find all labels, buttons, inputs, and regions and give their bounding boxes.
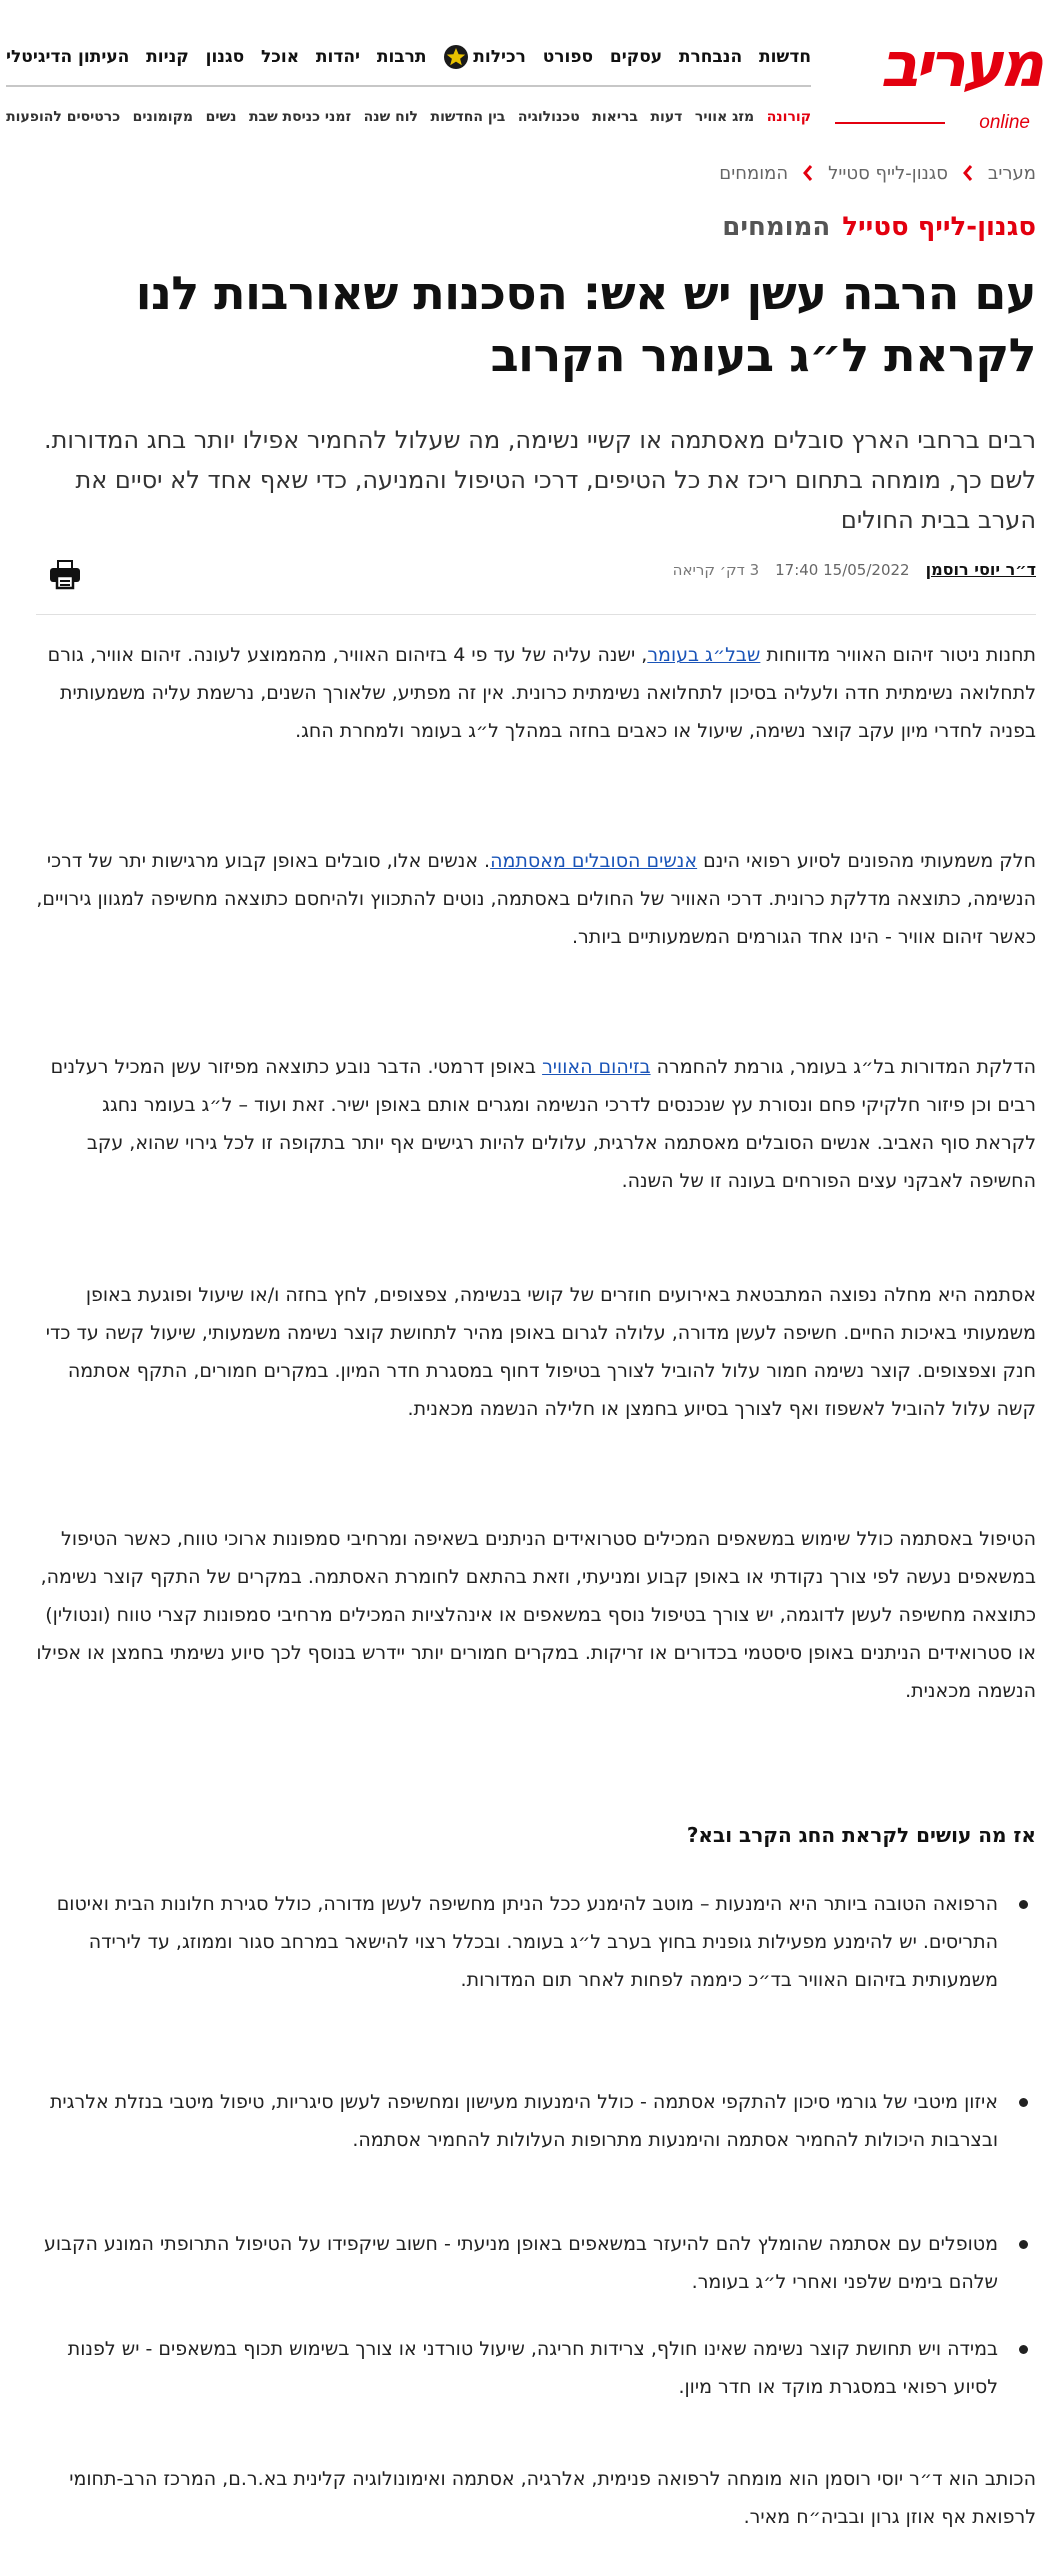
main-nav [6,42,811,72]
bullet-dot [1019,2240,1028,2249]
breadcrumb-item-experts[interactable]: המומחים [719,162,789,184]
subnav-item-weather[interactable]: מזג אוויר [694,109,755,125]
list-item-text: במידה ויש תחושת קוצר נשימה שאינו חולף, צרידות חריגה, שיעול טורדני או צורך בשימוש תכוף במשאפים - יש לפנות לסיוע רפואי במסגרת מוקד או חדר מיון. [67,2338,998,2398]
list-item [36,2330,1036,2406]
advice-list [36,1885,1036,2445]
meta-divider [36,614,1036,615]
article-headline: עם הרבה עשן יש אש: הסכנות שאורבות לנו לקראת ל״ג בעומר הקרוב [135,266,1036,382]
article-meta [673,560,1036,579]
subnav-item-tickets[interactable]: כרטיסים להופעות [6,109,121,125]
p2-text-b: . אנשים אלו, סובלים באופן קבוע מרגישות יתר של דרכי הנשימה, כתוצאה מדלקת כרונית. דרכי האוויר של החולים באסתמה, נוטים להתכווץ ולהיחסם כתוצאה מחשיפה למגוון גירויים, כאשר זיהום אוויר - הינו אחד הגורמים המשמעותיים ביותר. [36,850,1036,948]
chevron-left-icon [802,164,814,182]
author-bio: הכותב הוא ד״ר יוסי רוסמן הוא מומחה לרפואה פנימית, אלרגיה, אסתמה ואימונולוגיה קלינית בא.ר.ם, המרכז הרב-תחומי לרפואת אף אוזן גרון ובביה״ח מאיר. [69,2468,1036,2528]
nav-item-food[interactable]: אוכל [260,47,300,67]
nav-item-shopping[interactable]: קניות [146,47,189,67]
nav-item-hanivheret[interactable]: הנבחרת [678,47,743,67]
chevron-left-icon [962,164,974,182]
list-item-text: מטופלים עם אסתמה שהומלץ להם להיעזר במשאפים באופן מניעתי - חשוב שיקפידו על הטיפול התרופתי המונע הקבוע שלהם בימים שלפני ואחרי ל״ג בעומר. [43,2233,998,2293]
p2-text-a: חלק משמעותי מהפונים לסיוע רפואי הינם [697,850,1036,872]
author-name[interactable]: ד״ר יוסי רוסמן [925,560,1036,579]
logo-online-text: online [979,112,1030,133]
subnav-item-between-news[interactable]: בין החדשות [430,109,506,125]
subnav-item-women[interactable]: נשים [205,109,237,125]
subnav-item-opinions[interactable]: דעות [650,109,683,125]
kicker-section[interactable]: סגנון-לייף סטייל [842,212,1036,242]
subnav-item-calendar[interactable]: לוח שנה [363,109,419,125]
list-item [36,2225,1036,2301]
logo-text: מעריב [880,28,1040,101]
site-logo[interactable] [830,30,1040,140]
p1-text-a: תחנות ניטור זיהום האוויר מדווחות [760,644,1036,666]
star-icon [443,44,469,70]
site-header [0,0,1056,145]
bullet-dot [1019,1900,1028,1909]
nav-item-gossip[interactable] [443,44,526,70]
breadcrumb-item-home[interactable]: מעריב [987,162,1036,184]
p3-text-b: באופן דרמטי. הדבר נובע כתוצאה מפיזור עשן המכיל רעלנים רבים וכן פיזור חלקיקי פחם ונסורת עץ שנכנסים לדרכי הנשימה ומגרים אותם באופן ישיר. זאת ועוד – ל״ג בעומר נחגג לקראת סוף האביב. אנשים הסובלים מאסתמה אלרגית, עלולים להיות רגישים אף יותר בתקופה זו לכל גירוי שהוא, עקב החשיפה לאבקני עצים הפורחים בעונה זו של השנה. [50,1056,1036,1192]
breadcrumb [719,158,1036,188]
article-subtitle: רבים ברחבי הארץ סובלים מאסתמה או קשיי נשימה, מה שעלול להחמיר אפילו יותר בחג המדורות. לשם כך, מומחה בתחום ריכז את כל הטיפים, דרכי הטיפול והמניעה, כדי שאף אחד לא יסיים את הערב בבית החולים [43,426,1036,534]
p1-text-b: , ישנה עליה של עד פי 4 בזיהום האוויר, מהממוצע לעונה. זיהום אוויר, גורם לתחלואה נשימתית חדה ולעליה בסיכון לתחלואה נשימתית כרונית. אין זה מפתיע, שלאורך השנים, נרשמת עליה משמעותית בפניה לחדרי מיון עקב קוצר נשימה, שיעול או כאבים בחזה במהלך ל״ג בעומר ולמחרת החג. [47,644,1036,742]
list-item-text: איזון מיטבי של גורמי סיכון להתקפי אסתמה - כולל הימנעות מעישון ומחשיפה לעשן סיגריות, טיפול מיטבי בנזלת אלרגית ובצרבות היכולות להחמיר אסתמה והימנעות מתרופות העלולות להחמיר אסתמה. [49,2091,998,2151]
list-item [36,2083,1036,2159]
breadcrumb-item-section[interactable]: סגנון-לייף סטייל [828,162,948,184]
nav-item-judaism[interactable]: יהדות [315,47,361,67]
nav-item-news[interactable]: חדשות [758,47,811,67]
bullet-dot [1019,2098,1028,2107]
article-paragraph-2 [36,842,1036,956]
nav-divider [6,85,811,87]
subnav-item-shabbat-times[interactable]: זמני כניסת שבת [248,109,352,125]
sub-nav [6,104,811,130]
subnav-item-health[interactable]: בריאות [592,109,638,125]
nav-item-gossip-label: רכילות [473,47,526,67]
subnav-item-corona[interactable]: קורונה [766,109,811,125]
subnav-item-local[interactable]: מקומונים [132,109,194,125]
list-item [36,1885,1036,1999]
publish-date: 15/05/2022 17:40 [775,560,910,579]
article-paragraph-4: אסתמה היא מחלה נפוצה המתבטאת באירועים חוזרים של קושי בנשימה, צפצופים, לחץ בחזה ו/או שיעול ופוגעת באופן משמעותי באיכות החיים. חשיפה לעשן מדורה, עלולה לגרום באופן מהיר לתחושת קוצר נשימה משמעותי, שיעול קשה עד כדי חנק וצפצופים. קוצר נשימה חמור עלול להוביל לצורך בטיפול דחוף במסגרת חדר המיון. במקרים חמורים, התקף אסתמה קשה עלול להוביל לאשפוז ואף לצורך בסיוע בחמצן או חלילה הנשמה מכאנית. [45,1284,1036,1420]
article-paragraph-1 [36,636,1036,750]
nav-item-business[interactable]: עסקים [609,47,663,67]
list-item-text: הרפואה הטובה ביותר היא הימנעות – מוטב להימנע ככל הניתן מחשיפה לעשן מדורה, כולל סגירת חלונות הבית ואיטום התריסים. יש להימנע מפעילות גופנית בחוץ בערב ל״ג בעומר. ובכלל רצוי להישאר במרחב סגור וממוזג, עד לירידה משמעותית בזיהום האוויר בד״כ כיממה לפחות לאחר תום המדורות. [56,1893,998,1991]
nav-item-culture[interactable]: תרבות [376,47,427,67]
nav-item-style[interactable]: סגנון [205,47,245,67]
bullet-dot [1019,2345,1028,2354]
p1-link[interactable]: שבל״ג בעומר [647,644,761,666]
p2-link[interactable]: אנשים הסובלים מאסתמה [490,850,698,872]
p3-text-a: הדלקת המדורות בל״ג בעומר, גורמת להחמרה [650,1056,1036,1078]
nav-item-sport[interactable]: ספורט [542,47,594,67]
reading-time: 3 דק׳ קריאה [672,560,760,579]
kicker-label[interactable]: המומחים [722,212,831,242]
article-paragraph-3 [36,1048,1036,1200]
p3-link[interactable]: בזיהום האוויר [542,1056,651,1078]
article-paragraph-5: הטיפול באסתמה כולל שימוש במשאפים המכילים סטרואידים הניתנים בשאיפה ומרחיבי סמפונות ארוכי טווח, כאשר הטיפול במשאפים נעשה לפי צורך נקודתי או באופן קבוע ומניעתי, וזאת בהתאם לחומרת האסתמה. במקרים של התקף קוצר נשימה, כתוצאה מחשיפה לעשן לדוגמה, יש צורך בטיפול נוסף במשאפים או אינהלציות המכילים מרחיבי סמפונות קצרי טווח (ונטולין) או סטרואידים הניתנים באופן סיסטמי בכדורים או זריקות. במקרים חמורים יותר יידרש בנוסף לכך סיוע נשימתי בחמצן או אפילו הנשמה מכאנית. [36,1528,1036,1702]
section-question-heading: אז מה עושים לקראת החג הקרב ובא? [686,1823,1036,1847]
article-kicker [722,212,1036,242]
nav-item-digital-paper[interactable]: העיתון הדיגיטלי [6,47,130,67]
subnav-item-technology[interactable]: טכנולוגיה [517,109,580,125]
logo-underline [835,122,945,124]
printer-icon[interactable] [48,557,82,591]
